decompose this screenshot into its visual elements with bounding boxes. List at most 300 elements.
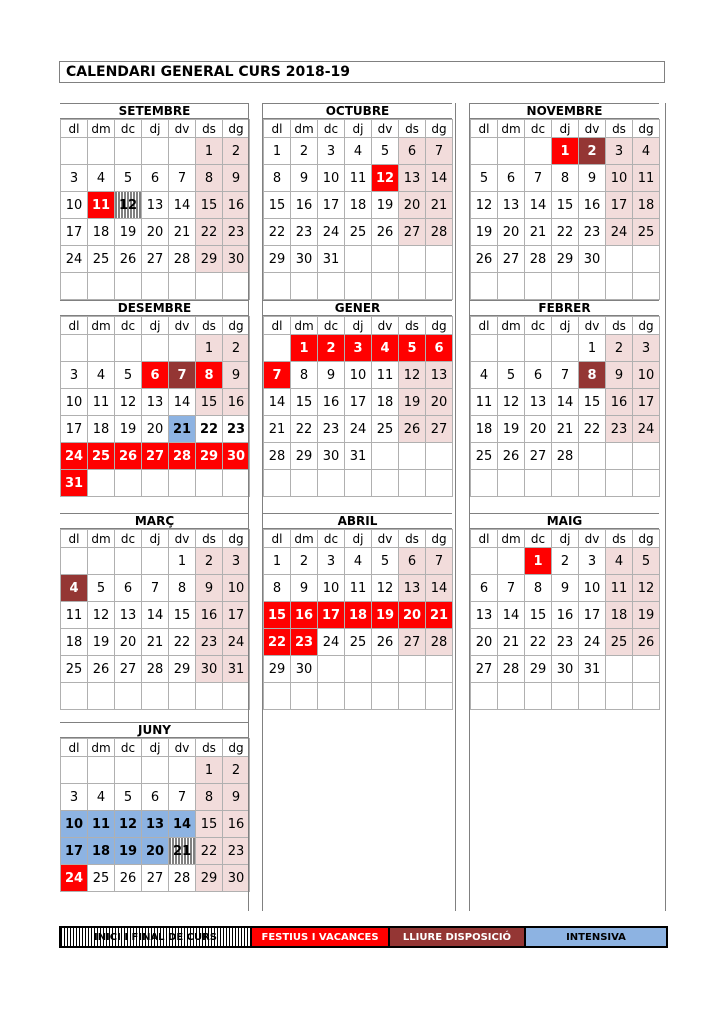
day-cell: 29 xyxy=(169,656,196,683)
day-cell: 10 xyxy=(633,362,660,389)
month-name: ABRIL xyxy=(263,513,452,529)
day-cell: 3 xyxy=(633,335,660,362)
day-cell: 6 xyxy=(498,165,525,192)
day-cell: 3 xyxy=(61,362,88,389)
day-cell: 3 xyxy=(61,165,88,192)
day-header: ds xyxy=(196,317,223,335)
day-header: dj xyxy=(345,317,372,335)
day-cell: 15 xyxy=(196,389,223,416)
day-cell: 24 xyxy=(61,865,88,892)
empty-cell xyxy=(142,273,169,300)
day-cell: 28 xyxy=(264,443,291,470)
day-cell: 10 xyxy=(61,389,88,416)
day-cell: 20 xyxy=(426,389,453,416)
day-cell: 18 xyxy=(633,192,660,219)
day-cell: 26 xyxy=(471,246,498,273)
day-cell: 8 xyxy=(196,362,223,389)
empty-cell xyxy=(372,683,399,710)
day-cell: 11 xyxy=(633,165,660,192)
month-name: OCTUBRE xyxy=(263,103,452,119)
day-cell: 14 xyxy=(426,165,453,192)
empty-cell xyxy=(606,470,633,497)
empty-cell xyxy=(169,470,196,497)
day-cell: 11 xyxy=(606,575,633,602)
day-cell: 29 xyxy=(196,443,223,470)
empty-cell xyxy=(471,273,498,300)
day-header: dj xyxy=(142,120,169,138)
day-cell: 31 xyxy=(579,656,606,683)
day-header: dj xyxy=(552,530,579,548)
day-header: dv xyxy=(169,530,196,548)
empty-cell xyxy=(525,683,552,710)
day-cell: 20 xyxy=(525,416,552,443)
day-cell: 8 xyxy=(169,575,196,602)
day-cell: 5 xyxy=(498,362,525,389)
day-cell: 20 xyxy=(142,219,169,246)
month-6 xyxy=(60,513,249,710)
day-cell: 17 xyxy=(61,416,88,443)
empty-cell xyxy=(633,246,660,273)
day-header: dc xyxy=(115,317,142,335)
day-cell: 7 xyxy=(525,165,552,192)
day-cell: 13 xyxy=(142,389,169,416)
day-cell: 24 xyxy=(579,629,606,656)
day-cell: 10 xyxy=(61,192,88,219)
empty-cell xyxy=(471,335,498,362)
empty-cell xyxy=(426,273,453,300)
month-name: MAIG xyxy=(470,513,659,529)
day-cell: 2 xyxy=(291,138,318,165)
empty-cell xyxy=(426,683,453,710)
empty-cell xyxy=(291,273,318,300)
legend xyxy=(59,926,668,948)
day-cell: 19 xyxy=(372,602,399,629)
day-cell: 8 xyxy=(264,575,291,602)
day-header: ds xyxy=(606,120,633,138)
day-cell: 29 xyxy=(552,246,579,273)
day-cell: 16 xyxy=(579,192,606,219)
empty-cell xyxy=(61,273,88,300)
day-cell: 24 xyxy=(61,246,88,273)
empty-cell xyxy=(115,757,142,784)
day-cell: 17 xyxy=(579,602,606,629)
empty-cell xyxy=(471,683,498,710)
day-cell: 22 xyxy=(196,416,223,443)
day-cell: 12 xyxy=(88,602,115,629)
empty-cell xyxy=(88,757,115,784)
empty-cell xyxy=(169,273,196,300)
day-header: dl xyxy=(471,317,498,335)
day-header: dj xyxy=(552,120,579,138)
day-cell: 20 xyxy=(142,838,169,865)
empty-cell xyxy=(115,335,142,362)
day-cell: 21 xyxy=(426,192,453,219)
day-cell: 17 xyxy=(633,389,660,416)
month-1 xyxy=(263,103,452,300)
day-cell: 29 xyxy=(291,443,318,470)
day-cell: 19 xyxy=(115,219,142,246)
day-header: dl xyxy=(61,530,88,548)
day-cell: 19 xyxy=(372,192,399,219)
empty-cell xyxy=(345,470,372,497)
day-header: dv xyxy=(372,530,399,548)
day-cell: 27 xyxy=(471,656,498,683)
empty-cell xyxy=(498,470,525,497)
day-cell: 23 xyxy=(552,629,579,656)
day-header: ds xyxy=(606,530,633,548)
day-cell: 9 xyxy=(223,784,250,811)
page-title: CALENDARI GENERAL CURS 2018-19 xyxy=(59,61,665,83)
day-cell: 11 xyxy=(372,362,399,389)
day-cell: 16 xyxy=(196,602,223,629)
month-name: FEBRER xyxy=(470,300,659,316)
day-cell: 12 xyxy=(498,389,525,416)
day-cell: 21 xyxy=(264,416,291,443)
empty-cell xyxy=(633,656,660,683)
day-cell: 8 xyxy=(196,165,223,192)
day-cell: 22 xyxy=(264,629,291,656)
day-cell: 4 xyxy=(88,165,115,192)
empty-cell xyxy=(579,470,606,497)
day-cell: 1 xyxy=(264,548,291,575)
day-cell: 31 xyxy=(345,443,372,470)
day-cell: 26 xyxy=(498,443,525,470)
empty-cell xyxy=(142,548,169,575)
empty-cell xyxy=(142,138,169,165)
day-cell: 23 xyxy=(579,219,606,246)
legend-lliure-disposicio xyxy=(390,928,526,946)
day-cell: 13 xyxy=(399,165,426,192)
day-header: dm xyxy=(291,120,318,138)
month-name: SETEMBRE xyxy=(60,103,249,119)
day-cell: 17 xyxy=(61,838,88,865)
empty-cell xyxy=(88,548,115,575)
column-divider xyxy=(469,103,470,911)
day-cell: 31 xyxy=(318,246,345,273)
day-cell: 27 xyxy=(399,629,426,656)
day-cell: 27 xyxy=(115,656,142,683)
day-header: ds xyxy=(196,739,223,757)
day-cell: 30 xyxy=(552,656,579,683)
empty-cell xyxy=(606,443,633,470)
day-cell: 28 xyxy=(525,246,552,273)
day-cell: 7 xyxy=(426,138,453,165)
day-cell: 26 xyxy=(115,865,142,892)
empty-cell xyxy=(471,548,498,575)
empty-cell xyxy=(115,138,142,165)
day-cell: 15 xyxy=(264,602,291,629)
empty-cell xyxy=(399,470,426,497)
day-cell: 13 xyxy=(115,602,142,629)
day-cell: 22 xyxy=(579,416,606,443)
day-cell: 31 xyxy=(61,470,88,497)
empty-cell xyxy=(318,656,345,683)
day-cell: 23 xyxy=(606,416,633,443)
day-header: dc xyxy=(525,120,552,138)
day-header: dv xyxy=(579,317,606,335)
day-cell: 30 xyxy=(196,656,223,683)
day-cell: 3 xyxy=(318,548,345,575)
day-cell: 28 xyxy=(426,629,453,656)
day-cell: 28 xyxy=(169,443,196,470)
day-cell: 20 xyxy=(399,192,426,219)
empty-cell xyxy=(88,335,115,362)
day-cell: 14 xyxy=(169,811,196,838)
day-cell: 27 xyxy=(142,443,169,470)
day-cell: 26 xyxy=(633,629,660,656)
day-header: dg xyxy=(633,530,660,548)
day-cell: 4 xyxy=(471,362,498,389)
day-cell: 11 xyxy=(471,389,498,416)
day-cell: 13 xyxy=(399,575,426,602)
day-cell: 5 xyxy=(372,138,399,165)
month-name: MARÇ xyxy=(60,513,249,529)
day-cell: 26 xyxy=(88,656,115,683)
day-cell: 4 xyxy=(606,548,633,575)
day-cell: 2 xyxy=(579,138,606,165)
day-cell: 5 xyxy=(471,165,498,192)
empty-cell xyxy=(498,335,525,362)
day-header: dc xyxy=(115,530,142,548)
day-cell: 18 xyxy=(345,192,372,219)
empty-cell xyxy=(552,273,579,300)
day-cell: 29 xyxy=(264,656,291,683)
day-cell: 1 xyxy=(169,548,196,575)
day-cell: 13 xyxy=(471,602,498,629)
day-cell: 18 xyxy=(88,219,115,246)
empty-cell xyxy=(399,683,426,710)
day-cell: 19 xyxy=(471,219,498,246)
empty-cell xyxy=(372,656,399,683)
empty-cell xyxy=(606,656,633,683)
month-8 xyxy=(470,513,659,710)
day-cell: 2 xyxy=(223,757,250,784)
day-cell: 25 xyxy=(471,443,498,470)
empty-cell xyxy=(142,335,169,362)
empty-cell xyxy=(552,683,579,710)
empty-cell xyxy=(264,335,291,362)
column-divider xyxy=(248,103,249,911)
day-cell: 11 xyxy=(88,389,115,416)
month-2 xyxy=(470,103,659,300)
empty-cell xyxy=(471,470,498,497)
empty-cell xyxy=(525,335,552,362)
day-cell: 6 xyxy=(426,335,453,362)
day-header: dl xyxy=(471,120,498,138)
day-cell: 7 xyxy=(498,575,525,602)
empty-cell xyxy=(498,273,525,300)
day-cell: 5 xyxy=(115,165,142,192)
day-cell: 26 xyxy=(115,246,142,273)
day-cell: 10 xyxy=(345,362,372,389)
legend-festius-label: FESTIUS I VACANCES xyxy=(261,931,379,943)
day-cell: 26 xyxy=(372,219,399,246)
column-divider xyxy=(455,103,456,911)
day-cell: 14 xyxy=(525,192,552,219)
day-header: dv xyxy=(372,120,399,138)
day-cell: 9 xyxy=(579,165,606,192)
day-cell: 24 xyxy=(61,443,88,470)
day-header: dg xyxy=(223,739,250,757)
day-header: dm xyxy=(291,530,318,548)
day-header: dm xyxy=(88,739,115,757)
day-cell: 14 xyxy=(426,575,453,602)
day-cell: 12 xyxy=(115,192,142,219)
day-cell: 26 xyxy=(115,443,142,470)
empty-cell xyxy=(142,757,169,784)
month-5 xyxy=(470,300,659,497)
day-cell: 24 xyxy=(606,219,633,246)
day-cell: 27 xyxy=(399,219,426,246)
empty-cell xyxy=(318,470,345,497)
day-cell: 21 xyxy=(525,219,552,246)
empty-cell xyxy=(264,683,291,710)
day-header: dc xyxy=(115,120,142,138)
day-cell: 8 xyxy=(264,165,291,192)
day-header: dl xyxy=(264,530,291,548)
day-cell: 9 xyxy=(552,575,579,602)
day-header: dl xyxy=(61,739,88,757)
day-cell: 15 xyxy=(552,192,579,219)
day-cell: 25 xyxy=(88,443,115,470)
day-cell: 7 xyxy=(264,362,291,389)
day-cell: 23 xyxy=(223,416,250,443)
day-cell: 5 xyxy=(372,548,399,575)
day-cell: 1 xyxy=(525,548,552,575)
day-cell: 16 xyxy=(318,389,345,416)
empty-cell xyxy=(633,443,660,470)
empty-cell xyxy=(426,246,453,273)
day-cell: 7 xyxy=(426,548,453,575)
empty-cell xyxy=(318,273,345,300)
day-cell: 5 xyxy=(633,548,660,575)
empty-cell xyxy=(633,273,660,300)
day-header: dm xyxy=(498,317,525,335)
empty-cell xyxy=(61,138,88,165)
day-cell: 27 xyxy=(142,246,169,273)
day-cell: 15 xyxy=(579,389,606,416)
day-cell: 18 xyxy=(88,416,115,443)
day-cell: 1 xyxy=(264,138,291,165)
empty-cell xyxy=(223,683,250,710)
day-cell: 6 xyxy=(525,362,552,389)
day-cell: 4 xyxy=(88,784,115,811)
month-3 xyxy=(60,300,249,497)
empty-cell xyxy=(115,470,142,497)
day-cell: 25 xyxy=(633,219,660,246)
day-header: dc xyxy=(318,317,345,335)
day-cell: 20 xyxy=(142,416,169,443)
day-cell: 22 xyxy=(169,629,196,656)
day-cell: 19 xyxy=(498,416,525,443)
day-header: dj xyxy=(345,120,372,138)
day-cell: 19 xyxy=(115,416,142,443)
empty-cell xyxy=(552,470,579,497)
empty-cell xyxy=(196,683,223,710)
day-cell: 17 xyxy=(318,192,345,219)
day-cell: 12 xyxy=(399,362,426,389)
day-cell: 3 xyxy=(606,138,633,165)
empty-cell xyxy=(345,273,372,300)
day-cell: 26 xyxy=(372,629,399,656)
day-cell: 18 xyxy=(345,602,372,629)
day-header: dc xyxy=(318,530,345,548)
day-cell: 9 xyxy=(196,575,223,602)
day-header: dg xyxy=(223,120,250,138)
day-cell: 2 xyxy=(291,548,318,575)
day-header: dj xyxy=(142,739,169,757)
empty-cell xyxy=(115,273,142,300)
day-cell: 16 xyxy=(223,389,250,416)
day-cell: 31 xyxy=(223,656,250,683)
day-cell: 10 xyxy=(318,575,345,602)
month-9 xyxy=(60,722,249,892)
day-cell: 18 xyxy=(61,629,88,656)
day-cell: 10 xyxy=(318,165,345,192)
day-cell: 19 xyxy=(633,602,660,629)
day-cell: 25 xyxy=(61,656,88,683)
day-header: ds xyxy=(196,530,223,548)
day-cell: 6 xyxy=(399,548,426,575)
day-cell: 9 xyxy=(223,362,250,389)
day-cell: 1 xyxy=(291,335,318,362)
empty-cell xyxy=(399,656,426,683)
day-cell: 9 xyxy=(606,362,633,389)
empty-cell xyxy=(142,470,169,497)
day-cell: 4 xyxy=(61,575,88,602)
day-cell: 30 xyxy=(579,246,606,273)
empty-cell xyxy=(426,470,453,497)
day-cell: 26 xyxy=(399,416,426,443)
legend-intensiva-label: INTENSIVA xyxy=(566,931,626,943)
day-cell: 30 xyxy=(318,443,345,470)
day-cell: 25 xyxy=(88,865,115,892)
month-name: GENER xyxy=(263,300,452,316)
empty-cell xyxy=(579,273,606,300)
day-cell: 27 xyxy=(525,443,552,470)
day-cell: 24 xyxy=(345,416,372,443)
day-cell: 14 xyxy=(552,389,579,416)
day-header: dj xyxy=(142,530,169,548)
legend-intensiva xyxy=(526,928,666,946)
day-cell: 8 xyxy=(196,784,223,811)
legend-lliure-label: LLIURE DISPOSICIÓ xyxy=(402,931,512,943)
day-cell: 13 xyxy=(142,811,169,838)
day-cell: 25 xyxy=(372,416,399,443)
empty-cell xyxy=(142,683,169,710)
day-cell: 13 xyxy=(498,192,525,219)
day-cell: 23 xyxy=(291,219,318,246)
empty-cell xyxy=(372,246,399,273)
day-cell: 29 xyxy=(196,246,223,273)
empty-cell xyxy=(606,246,633,273)
day-cell: 11 xyxy=(88,811,115,838)
day-header: dg xyxy=(426,120,453,138)
day-header: dg xyxy=(426,530,453,548)
empty-cell xyxy=(579,683,606,710)
empty-cell xyxy=(345,656,372,683)
empty-cell xyxy=(264,273,291,300)
empty-cell xyxy=(426,656,453,683)
empty-cell xyxy=(471,138,498,165)
day-header: dg xyxy=(223,317,250,335)
day-cell: 8 xyxy=(579,362,606,389)
empty-cell xyxy=(633,470,660,497)
day-cell: 21 xyxy=(142,629,169,656)
month-name: JUNY xyxy=(60,722,249,738)
day-cell: 12 xyxy=(115,811,142,838)
empty-cell xyxy=(61,757,88,784)
